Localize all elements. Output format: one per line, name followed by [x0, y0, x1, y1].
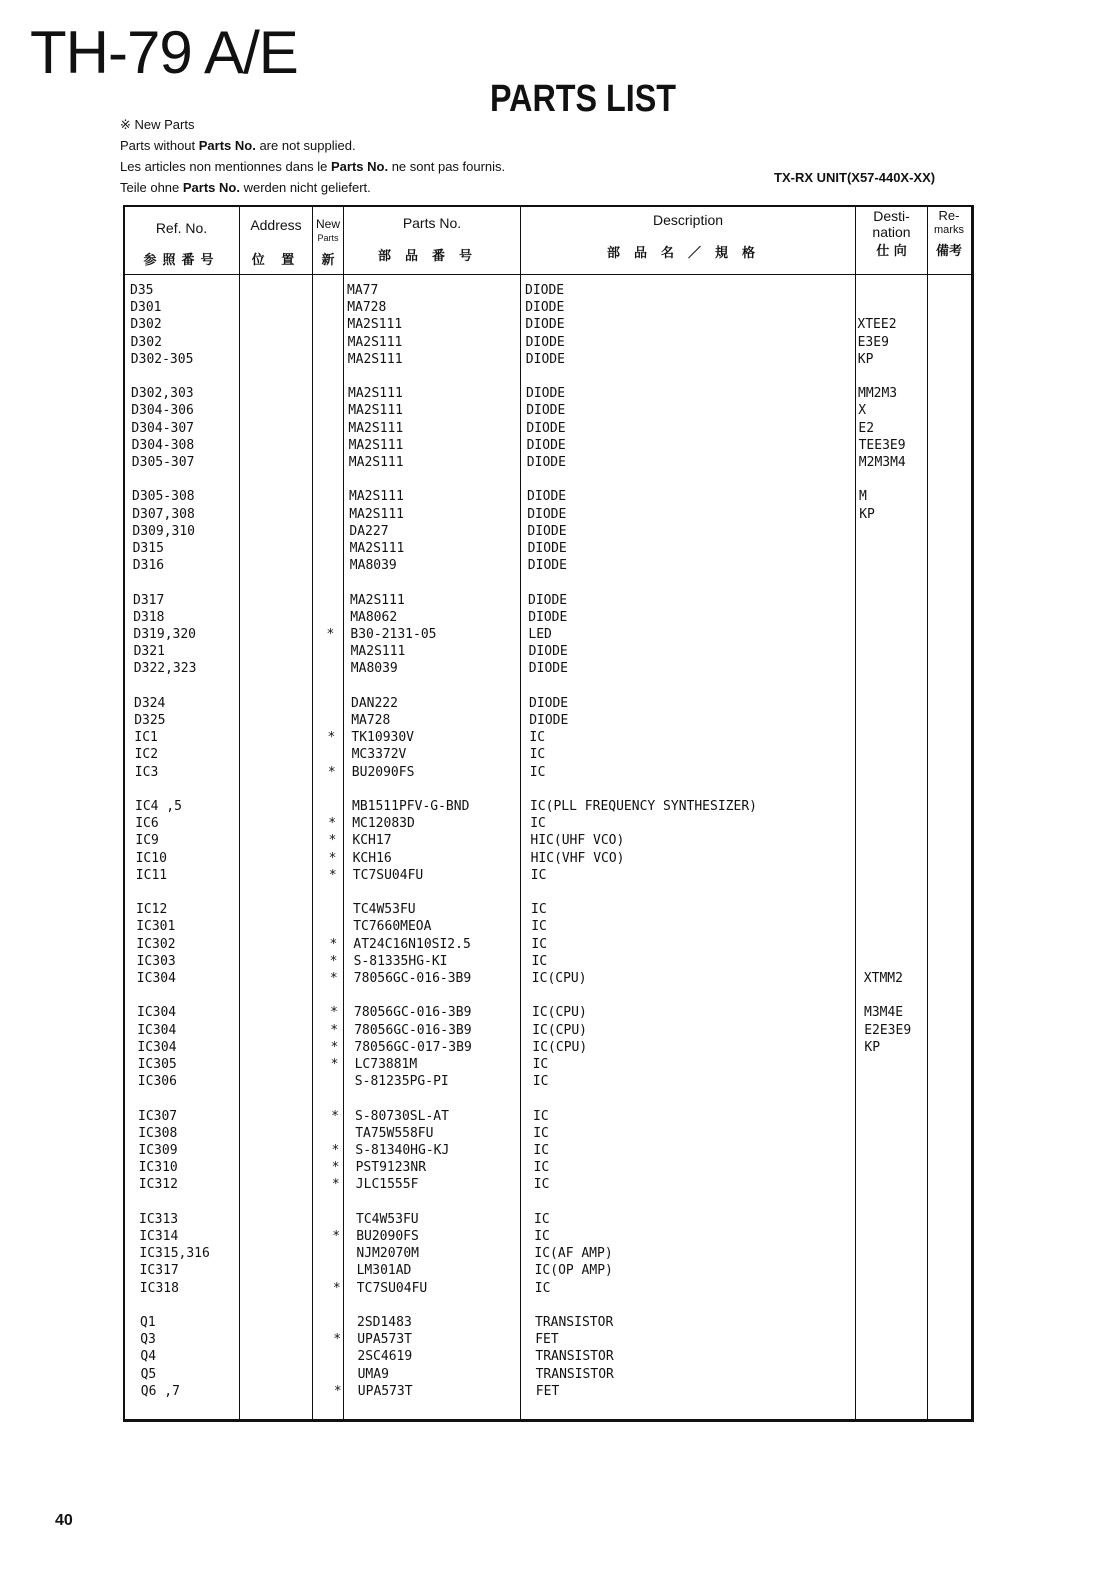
- description-cell: IC: [530, 867, 547, 883]
- description-cell: IC: [534, 1229, 550, 1244]
- ref-no-cell: D319,320: [133, 627, 197, 642]
- part-number-cell: UPA573T: [357, 1332, 412, 1348]
- destination-cell: XTMM2: [863, 971, 903, 986]
- part-number-cell: MA2S111: [348, 386, 403, 402]
- header-description-jp: 部品名／規格: [606, 246, 769, 261]
- description-cell: IC: [531, 936, 548, 952]
- destination-cell: E3E9: [857, 334, 889, 350]
- description-cell: DIODE: [528, 661, 568, 677]
- description-cell: IC: [532, 1074, 549, 1090]
- part-number-cell: PST9123NR: [355, 1160, 427, 1176]
- ref-no-cell: D302,303: [131, 386, 194, 402]
- part-number-cell: S-81335HG-KI: [353, 953, 448, 969]
- ref-no-cell: IC1: [134, 730, 158, 746]
- new-parts-mark: *: [331, 1143, 340, 1158]
- ref-no-cell: D309,310: [132, 523, 196, 539]
- header-address-jp: 位 置: [251, 253, 301, 268]
- description-cell: DIODE: [527, 558, 567, 574]
- ref-no-cell: IC4 ,5: [135, 799, 182, 814]
- ref-no-cell: IC317: [139, 1263, 179, 1279]
- page-title: PARTS LIST: [490, 78, 677, 120]
- column-divider: [927, 207, 928, 1419]
- ref-no-cell: D316: [132, 558, 165, 574]
- part-number-cell: 78056GC-017-3B9: [354, 1039, 472, 1055]
- part-number-cell: TC4W53FU: [356, 1211, 419, 1227]
- ref-no-cell: Q5: [140, 1366, 157, 1382]
- destination-cell: M2M3M4: [858, 455, 906, 470]
- part-number-cell: MB1511PFV-G-BND: [352, 799, 470, 814]
- destination-cell: XTEE2: [857, 317, 897, 333]
- ref-no-cell: D304-306: [131, 403, 194, 419]
- part-number-cell: MA2S111: [348, 420, 404, 436]
- description-cell: DIODE: [528, 644, 568, 660]
- ref-no-cell: D304-307: [131, 420, 195, 436]
- destination-cell: E2E3E9: [864, 1022, 912, 1038]
- part-number-cell: MA2S111: [349, 506, 404, 522]
- column-divider: [343, 207, 344, 1419]
- note-bold: Parts No.: [331, 159, 389, 174]
- part-number-cell: KCH16: [352, 850, 392, 866]
- ref-no-cell: IC312: [138, 1177, 178, 1193]
- description-cell: DIODE: [527, 506, 567, 522]
- ref-no-cell: Q1: [140, 1315, 156, 1330]
- column-divider: [855, 207, 856, 1419]
- part-number-cell: JLC1555F: [355, 1177, 419, 1193]
- ref-no-cell: IC304: [137, 1005, 177, 1021]
- ref-no-cell: IC304: [137, 1022, 177, 1038]
- description-cell: LED: [528, 627, 552, 642]
- part-number-cell: MA728: [351, 713, 391, 728]
- part-number-cell: 78056GC-016-3B9: [354, 1022, 472, 1038]
- ref-no-cell: IC304: [137, 1039, 177, 1055]
- part-number-cell: 2SD1483: [357, 1315, 412, 1330]
- description-cell: DIODE: [526, 403, 566, 419]
- description-cell: IC(CPU): [532, 1005, 587, 1021]
- ref-no-cell: Q3: [140, 1332, 156, 1348]
- description-cell: DIODE: [525, 317, 565, 333]
- description-cell: TRANSISTOR: [535, 1315, 614, 1330]
- part-number-cell: MA8062: [350, 609, 398, 625]
- description-cell: DIODE: [525, 283, 565, 298]
- part-number-cell: 78056GC-016-3B9: [354, 1005, 472, 1021]
- part-number-cell: TC7SU04FU: [352, 867, 424, 883]
- ref-no-cell: D302-305: [130, 351, 194, 367]
- ref-no-cell: IC315,316: [139, 1246, 210, 1262]
- description-cell: HIC(UHF VCO): [530, 833, 625, 849]
- description-cell: IC: [530, 816, 546, 832]
- ref-no-cell: IC314: [139, 1229, 179, 1244]
- part-number-cell: DA227: [349, 523, 389, 539]
- description-cell: IC: [533, 1177, 550, 1193]
- description-cell: DIODE: [525, 351, 565, 367]
- column-divider: [312, 207, 313, 1419]
- description-cell: DIODE: [528, 609, 568, 625]
- part-number-cell: 78056GC-016-3B9: [353, 971, 472, 986]
- part-number-cell: LC73881M: [354, 1057, 418, 1072]
- notes-block: [120, 114, 505, 198]
- description-cell: IC: [532, 1057, 549, 1072]
- part-number-cell: UMA9: [357, 1366, 389, 1382]
- ref-no-cell: IC307: [138, 1108, 178, 1124]
- description-cell: FET: [535, 1332, 559, 1348]
- ref-no-cell: Q4: [140, 1349, 157, 1365]
- ref-no-cell: IC309: [138, 1143, 178, 1158]
- part-number-cell: MA2S111: [347, 317, 403, 333]
- description-cell: IC: [534, 1280, 551, 1296]
- part-number-cell: MA2S111: [348, 455, 404, 470]
- ref-no-cell: IC11: [135, 867, 168, 883]
- description-cell: IC: [531, 902, 547, 918]
- part-number-cell: S-81340HG-KJ: [355, 1143, 450, 1158]
- part-number-cell: MA2S111: [348, 403, 403, 419]
- description-cell: DIODE: [525, 334, 565, 350]
- part-number-cell: MA77: [347, 283, 379, 298]
- description-cell: IC(PLL FREQUENCY SYNTHESIZER): [530, 799, 757, 814]
- description-cell: TRANSISTOR: [535, 1366, 614, 1382]
- description-cell: DIODE: [526, 386, 566, 402]
- description-cell: HIC(VHF VCO): [530, 850, 625, 866]
- unit-label: TX-RX UNIT(X57-440X-XX): [774, 170, 936, 185]
- destination-cell: KP: [859, 506, 875, 522]
- part-number-cell: MC3372V: [351, 747, 407, 763]
- description-cell: DIODE: [525, 300, 565, 316]
- ref-no-cell: IC304: [136, 971, 176, 986]
- ref-no-cell: D325: [134, 713, 166, 728]
- part-number-cell: UPA573T: [357, 1383, 413, 1399]
- part-number-cell: BU2090FS: [351, 764, 415, 780]
- part-number-cell: MA2S111: [350, 592, 405, 608]
- part-number-cell: S-80730SL-AT: [355, 1108, 449, 1124]
- note-text: Teile ohne: [120, 180, 183, 195]
- part-number-cell: LM301AD: [356, 1263, 412, 1279]
- header-parts-no: Parts No.: [402, 215, 462, 231]
- description-cell: IC: [534, 1211, 550, 1227]
- part-number-cell: B30-2131-05: [350, 627, 437, 642]
- description-cell: DIODE: [526, 420, 566, 436]
- new-parts-mark: *: [331, 1177, 340, 1193]
- ref-no-cell: D315: [132, 541, 164, 556]
- description-cell: IC: [531, 953, 548, 969]
- page-number: 40: [55, 1512, 73, 1529]
- destination-cell: KP: [857, 351, 874, 367]
- part-number-cell: MA8039: [350, 661, 398, 677]
- new-parts-mark: *: [333, 1383, 342, 1399]
- part-number-cell: TK10930V: [351, 730, 415, 746]
- new-parts-mark: *: [328, 850, 337, 866]
- description-cell: IC: [533, 1160, 550, 1176]
- part-number-cell: 2SC4619: [357, 1349, 413, 1365]
- ref-no-cell: D305-308: [132, 489, 195, 505]
- ref-no-cell: IC2: [134, 747, 159, 763]
- header-divider: [123, 274, 972, 275]
- ref-no-cell: D317: [133, 592, 165, 608]
- description-cell: IC: [529, 730, 546, 746]
- new-parts-mark: *: [328, 833, 337, 849]
- description-cell: DIODE: [529, 713, 569, 728]
- ref-no-cell: IC308: [138, 1125, 178, 1141]
- header-destination: Desti-: [873, 208, 910, 224]
- header-ref-no-jp: 参照番号: [143, 253, 220, 268]
- description-cell: IC: [531, 919, 547, 935]
- part-number-cell: MA2S111: [347, 351, 403, 367]
- note-french: [120, 156, 505, 177]
- description-cell: FET: [535, 1383, 560, 1399]
- part-number-cell: MA728: [347, 300, 387, 316]
- destination-cell: X: [858, 403, 867, 419]
- part-number-cell: TC4W53FU: [353, 902, 416, 918]
- ref-no-cell: D305-307: [131, 455, 195, 470]
- description-cell: DIODE: [526, 455, 566, 470]
- header-destination-2: nation: [872, 224, 911, 240]
- ref-no-cell: D301: [130, 300, 162, 316]
- ref-no-cell: D35: [130, 283, 154, 298]
- new-parts-mark: *: [328, 867, 337, 883]
- destination-cell: M: [859, 489, 867, 505]
- model-title: TH-79 A/E: [30, 19, 298, 86]
- header-remarks: Re-: [938, 208, 960, 223]
- new-parts-mark: *: [332, 1280, 341, 1296]
- new-parts-mark: *: [330, 1022, 339, 1038]
- ref-no-cell: D302: [130, 317, 162, 333]
- header-new-jp: 新: [321, 253, 335, 268]
- part-number-cell: DAN222: [351, 695, 398, 711]
- part-number-cell: MA8039: [349, 558, 397, 574]
- description-cell: IC(CPU): [532, 1022, 587, 1038]
- ref-no-cell: IC301: [136, 919, 176, 935]
- description-cell: TRANSISTOR: [535, 1349, 614, 1365]
- part-number-cell: S-81235PG-PI: [354, 1074, 449, 1090]
- part-number-cell: MC12083D: [352, 816, 415, 832]
- description-cell: IC: [533, 1108, 549, 1124]
- header-description: Description: [652, 212, 724, 228]
- ref-no-cell: D307,308: [132, 506, 195, 522]
- ref-no-cell: IC313: [139, 1211, 179, 1227]
- part-number-cell: KCH17: [352, 833, 392, 849]
- note-bold: Parts No.: [182, 180, 240, 195]
- ref-no-cell: IC10: [135, 850, 167, 866]
- ref-no-cell: D302: [130, 334, 162, 350]
- ref-no-cell: Q6 ,7: [140, 1383, 180, 1399]
- new-parts-mark: *: [333, 1332, 342, 1348]
- ref-no-cell: D304-308: [131, 437, 195, 453]
- note-english: [120, 135, 505, 156]
- header-destination-jp: 仕 向: [876, 244, 907, 259]
- ref-no-cell: IC6: [135, 816, 159, 832]
- description-cell: DIODE: [528, 592, 568, 608]
- ref-no-cell: IC12: [136, 902, 168, 918]
- ref-no-cell: D321: [133, 644, 165, 660]
- note-text: Parts without: [120, 138, 199, 153]
- destination-cell: MM2M3: [858, 386, 898, 402]
- part-number-cell: MA2S111: [348, 437, 404, 453]
- note-text: werden nicht geliefert.: [239, 180, 371, 195]
- ref-no-cell: IC318: [139, 1280, 179, 1296]
- column-divider: [520, 207, 521, 1419]
- header-new-parts: Parts: [317, 233, 339, 243]
- new-parts-mark: *: [331, 1108, 339, 1124]
- part-number-cell: MA2S111: [347, 334, 403, 350]
- description-cell: DIODE: [527, 489, 567, 505]
- ref-no-cell: IC303: [136, 953, 176, 969]
- header-new: New: [315, 217, 340, 231]
- description-cell: IC(OP AMP): [534, 1263, 613, 1279]
- ref-no-cell: IC3: [134, 764, 159, 780]
- header-ref-no: Ref. No.: [155, 220, 208, 236]
- header-parts-no-jp: 部品番号: [377, 249, 486, 264]
- column-divider: [239, 207, 240, 1419]
- new-parts-mark: *: [329, 953, 338, 969]
- destination-cell: E2: [858, 420, 875, 436]
- description-cell: DIODE: [529, 695, 569, 711]
- note-text: ne sont pas fournis.: [388, 159, 506, 174]
- note-bold: Parts No.: [198, 138, 256, 153]
- description-cell: DIODE: [527, 541, 567, 556]
- note-new-parts: ※ New Parts: [120, 117, 195, 132]
- new-parts-mark: *: [330, 1039, 339, 1055]
- part-number-cell: NJM2070M: [356, 1246, 420, 1262]
- ref-no-cell: D322,323: [133, 661, 197, 677]
- new-parts-mark: *: [330, 1005, 338, 1021]
- ref-no-cell: IC306: [137, 1074, 177, 1090]
- new-parts-mark: *: [330, 1057, 339, 1072]
- ref-no-cell: IC302: [136, 936, 176, 952]
- header-address: Address: [250, 217, 302, 233]
- header-remarks-jp: 備考: [935, 244, 962, 259]
- part-number-cell: TC7660MEOA: [353, 919, 432, 935]
- new-parts-mark: *: [326, 627, 335, 642]
- description-cell: IC(CPU): [532, 1039, 588, 1055]
- ref-no-cell: D324: [134, 695, 166, 711]
- description-cell: IC: [533, 1125, 549, 1141]
- new-parts-mark: *: [329, 936, 338, 952]
- new-parts-mark: *: [327, 730, 336, 746]
- new-parts-mark: *: [331, 1160, 340, 1176]
- description-cell: IC: [529, 764, 546, 780]
- part-number-cell: TC7SU04FU: [356, 1280, 428, 1296]
- part-number-cell: BU2090FS: [356, 1229, 419, 1244]
- note-text: Les articles non mentionnes dans le: [120, 159, 332, 174]
- new-parts-mark: *: [327, 764, 336, 780]
- part-number-cell: MA2S111: [349, 489, 404, 505]
- ref-no-cell: IC305: [137, 1057, 177, 1072]
- description-cell: DIODE: [527, 523, 567, 539]
- destination-cell: M3M4E: [864, 1005, 904, 1021]
- description-cell: IC: [529, 747, 546, 763]
- description-cell: IC(CPU): [531, 971, 587, 986]
- part-number-cell: MA2S111: [350, 644, 406, 660]
- header-remarks-2: marks: [934, 224, 964, 236]
- description-cell: IC(AF AMP): [534, 1246, 613, 1262]
- ref-no-cell: IC9: [135, 833, 159, 849]
- destination-cell: KP: [864, 1039, 881, 1055]
- part-number-cell: AT24C16N10SI2.5: [353, 936, 471, 952]
- description-cell: DIODE: [526, 437, 566, 453]
- ref-no-cell: D318: [133, 609, 165, 625]
- note-text: are not supplied.: [255, 138, 356, 153]
- destination-cell: TEE3E9: [858, 437, 906, 453]
- new-parts-mark: *: [329, 971, 338, 986]
- ref-no-cell: IC310: [138, 1160, 178, 1176]
- part-number-cell: MA2S111: [349, 541, 405, 556]
- part-number-cell: TA75W558FU: [355, 1125, 434, 1141]
- new-parts-mark: *: [332, 1229, 341, 1244]
- note-german: [120, 177, 505, 198]
- description-cell: IC: [533, 1143, 550, 1158]
- new-parts-mark: *: [328, 816, 337, 832]
